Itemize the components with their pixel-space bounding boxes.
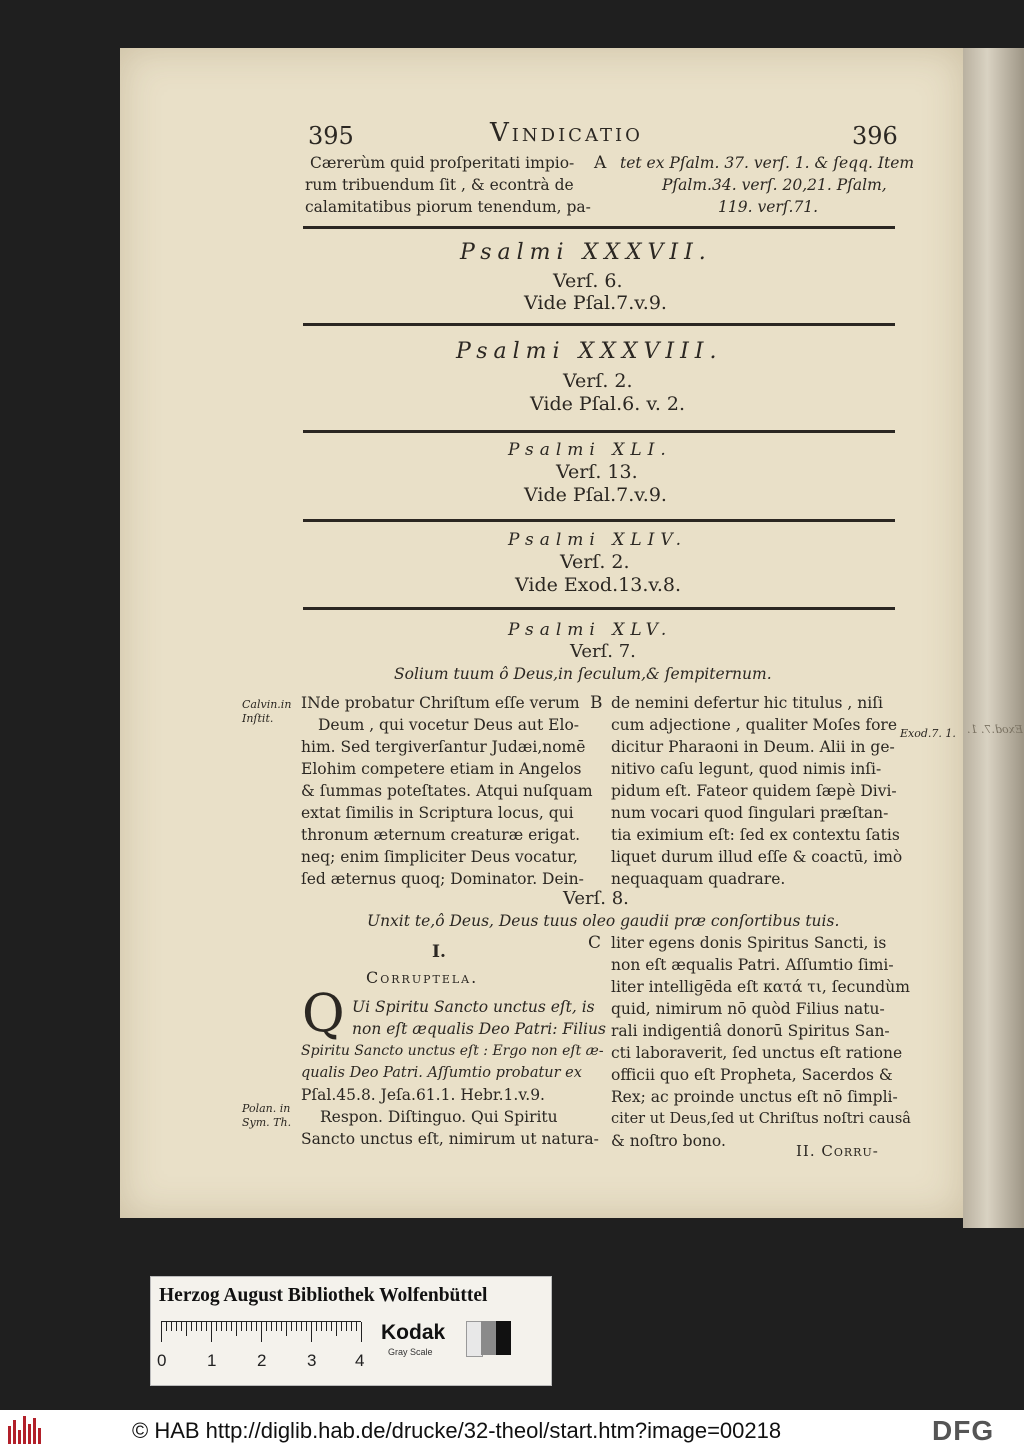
intro-left-line: Cærerùm quid proſperitati impio- <box>310 154 575 172</box>
section-title: Psalmi XXXVIII. <box>456 339 723 364</box>
scale-tick <box>191 1322 192 1331</box>
verse-quote: Solium tuum ô Deus,in ſeculum,& ſempiternum. <box>394 665 772 683</box>
body-line: liter egens donis Spiritus Sancti, is <box>611 934 887 952</box>
page-number-left: 395 <box>308 122 354 150</box>
bleed-through-text: Exod.7. 1. <box>967 723 1023 736</box>
scale-tick <box>286 1322 287 1336</box>
intro-right-line: tet ex Pſalm. 37. verſ. 1. & ſeqq. Item <box>620 154 915 172</box>
scale-tick <box>236 1322 237 1336</box>
logo-bar <box>8 1426 11 1444</box>
scale-tick <box>291 1322 292 1331</box>
scale-tick <box>256 1322 257 1331</box>
body-line: Rex; ac proinde unctus eſt nō ſimpli- <box>611 1088 898 1106</box>
scale-tick <box>211 1322 212 1342</box>
intro-left-line: calamitatibus piorum tenendum, pa- <box>305 198 591 216</box>
body-line: officii quo eſt Propheta, Sacerdos & <box>611 1066 893 1084</box>
body-line: Sancto unctus eſt, nimirum ut natura- <box>301 1130 599 1148</box>
margin-letter-a: A <box>594 153 607 173</box>
logo-bar <box>33 1418 36 1444</box>
scale-tick <box>296 1322 297 1331</box>
scale-tick <box>176 1322 177 1331</box>
margin-note: Polan. in <box>242 1102 291 1115</box>
body-line: de nemini defertur hic titulus , niſi <box>611 694 883 712</box>
scale-number: 2 <box>257 1351 267 1370</box>
scale-tick <box>346 1322 347 1331</box>
body-line: ſed æternus quoq; Dominator. Dein- <box>301 870 584 888</box>
kodak-logo: Kodak <box>381 1321 446 1344</box>
margin-letter-b: B <box>590 693 603 713</box>
section-title: Psalmi XXXVII. <box>460 240 712 265</box>
body-line: Respon. Diſtinguo. Qui Spiritu <box>320 1108 558 1126</box>
scale-tick <box>206 1322 207 1331</box>
scale-tick <box>186 1322 187 1336</box>
scale-tick <box>226 1322 227 1331</box>
section-divider <box>303 430 895 433</box>
scale-tick <box>201 1322 202 1331</box>
logo-bar <box>23 1416 26 1444</box>
body-line: extat ſimilis in Scriptura locus, qui <box>301 804 574 822</box>
body-line: dicitur Pharaoni in Deum. Alii in ge- <box>611 738 895 756</box>
verse-quote: Unxit te,ô Deus, Deus tuus oleo gaudii præ conſortibus tuis. <box>367 912 840 930</box>
body-line: Pſal.45.8. Jeſa.61.1. Hebr.1.v.9. <box>301 1086 545 1104</box>
body-line: tia eximium eſt: ſed ex contextu ſatis <box>611 826 900 844</box>
intro-right-line: Pſalm.34. verſ. 20,21. Pſalm, <box>662 176 887 194</box>
body-line: INde probatur Chriſtum eſſe verum <box>301 694 580 712</box>
body-line: num vocari quod ſingulari præſtan- <box>611 804 889 822</box>
body-line: pidum eſt. Fateor quidem ſæpè Divi- <box>611 782 897 800</box>
logo-bar <box>13 1420 16 1444</box>
scale-tick <box>166 1322 167 1331</box>
body-line: Deum , qui vocetur Deus aut Elo- <box>318 716 580 734</box>
section-verse: Verſ. 13. <box>556 461 638 483</box>
body-line: non eſt æqualis Patri. Aſſumtio ſimi- <box>611 956 894 974</box>
margin-letter-c: C <box>588 933 602 953</box>
hab-logo-icon <box>8 1416 46 1444</box>
scale-tick <box>281 1322 282 1331</box>
body-line: nequaquam quadrare. <box>611 870 786 888</box>
section-divider <box>303 607 895 610</box>
scale-tick <box>331 1322 332 1331</box>
intro-left-line: rum tribuendum ſit , & econtrà de <box>305 176 574 194</box>
section-title: Psalmi XLI. <box>508 440 672 460</box>
scale-tick <box>216 1322 217 1331</box>
scale-tick <box>361 1322 362 1342</box>
scale-tick <box>336 1322 337 1336</box>
scale-number: 0 <box>157 1351 167 1370</box>
margin-note: Sym. Th. <box>242 1116 292 1129</box>
body-line: nitivo caſu legunt, quod nimis inſi- <box>611 760 882 778</box>
section-crossref: Vide Pſal.6. v. 2. <box>530 393 686 415</box>
scale-tick <box>261 1322 262 1342</box>
body-line: Elohim competere etiam in Angelos <box>301 760 582 778</box>
section-title: Psalmi XLIV. <box>508 530 688 550</box>
library-color-card <box>150 1276 552 1386</box>
logo-bar <box>38 1428 41 1444</box>
scale-tick <box>351 1322 352 1331</box>
body-line: liquet durum illud eſſe & coactū, imò <box>611 848 903 866</box>
scale-tick <box>246 1322 247 1331</box>
numeral-heading: I. <box>432 942 446 962</box>
scale-tick <box>341 1322 342 1331</box>
scale-number: 3 <box>307 1351 317 1370</box>
section-title: Psalmi XLV. <box>508 620 673 640</box>
book-spine <box>963 48 1024 1228</box>
gray-patch <box>481 1321 496 1355</box>
body-line: quid, nimirum nō quòd Filius natu- <box>611 1000 885 1018</box>
scale-tick <box>181 1322 182 1331</box>
body-line: rali indigentiâ donorū Spiritus San- <box>611 1022 890 1040</box>
body-line: him. Sed tergiverſantur Judæi,nomē <box>301 738 586 756</box>
intro-right-line: 119. verſ.71. <box>718 198 819 216</box>
body-line: citer ut Deus,ſed ut Chriſtus noſtri causâ <box>611 1111 911 1127</box>
scale-tick <box>326 1322 327 1331</box>
drop-cap: Q <box>302 984 345 1044</box>
body-line: Ui Spiritu Sancto unctus eſt, is <box>352 998 595 1016</box>
gray-patch <box>496 1321 511 1355</box>
body-line: cti laboraverit, ſed unctus eſt ratione <box>611 1044 903 1062</box>
catchword: II. Corru- <box>796 1142 879 1160</box>
section-verse: Verſ. 7. <box>570 641 636 662</box>
section-crossref: Vide Exod.13.v.8. <box>515 574 681 596</box>
footer-bar <box>0 1410 1024 1454</box>
scale-tick <box>301 1322 302 1331</box>
scale-tick <box>161 1322 162 1342</box>
body-line: neq; enim ſimpliciter Deus vocatur, <box>301 848 578 866</box>
scale-tick <box>221 1322 222 1331</box>
scale-tick <box>276 1322 277 1331</box>
page-number-right: 396 <box>852 122 898 150</box>
margin-note: Inſtit. <box>242 712 274 725</box>
margin-note: Exod.7. 1. <box>900 727 956 740</box>
measurement-scale <box>161 1321 361 1344</box>
scale-tick <box>271 1322 272 1331</box>
logo-bar <box>18 1430 21 1444</box>
margin-note: Calvin.in <box>242 698 292 711</box>
scale-tick <box>241 1322 242 1331</box>
scale-tick <box>321 1322 322 1331</box>
body-line: non eſt æqualis Deo Patri: Filius <box>352 1020 606 1038</box>
scale-tick <box>231 1322 232 1331</box>
body-line: thronum æternum creaturæ erigat. <box>301 826 580 844</box>
body-line: & noſtro bono. <box>611 1132 726 1150</box>
scale-tick <box>266 1322 267 1331</box>
body-line: cum adjectione , qualiter Moſes fore <box>611 716 898 734</box>
section-verse: Verſ. 2. <box>563 370 633 392</box>
scale-number: 4 <box>355 1351 365 1370</box>
scale-tick <box>171 1322 172 1331</box>
section-crossref: Vide Pſal.7.v.9. <box>524 292 667 314</box>
section-verse: Verſ. 8. <box>563 888 629 909</box>
section-divider <box>303 519 895 522</box>
scale-tick <box>251 1322 252 1331</box>
scale-tick <box>356 1322 357 1331</box>
body-line: qualis Deo Patri. Aſſumtio probatur ex <box>301 1065 582 1081</box>
scale-tick <box>311 1322 312 1342</box>
scale-tick <box>306 1322 307 1331</box>
scale-tick <box>316 1322 317 1331</box>
running-title: Vindicatio <box>490 118 643 148</box>
body-line: & ſummas poteſtates. Atqui nuſquam <box>301 782 593 800</box>
section-divider <box>303 226 895 229</box>
library-name: Herzog August Bibliothek Wolfenbüttel <box>159 1285 488 1306</box>
scale-tick <box>196 1322 197 1331</box>
section-verse: Verſ. 2. <box>560 551 630 573</box>
body-line: Spiritu Sancto unctus eſt : Ergo non eſt æ- <box>301 1043 604 1059</box>
scale-number: 1 <box>207 1351 217 1370</box>
logo-bar <box>28 1424 31 1444</box>
section-verse: Verſ. 6. <box>553 270 623 292</box>
gray-scale-label: Gray Scale <box>388 1347 433 1357</box>
dfg-logo: DFG <box>932 1415 995 1446</box>
corruptela-heading: Corruptela. <box>366 968 479 987</box>
section-divider <box>303 323 895 326</box>
body-line: liter intelligēda eſt κατά τι, ſecundùm <box>611 978 910 996</box>
section-crossref: Vide Pſal.7.v.9. <box>524 484 667 506</box>
copyright-url[interactable]: © HAB http://diglib.hab.de/drucke/32-theol/start.htm?image=00218 <box>132 1418 782 1443</box>
